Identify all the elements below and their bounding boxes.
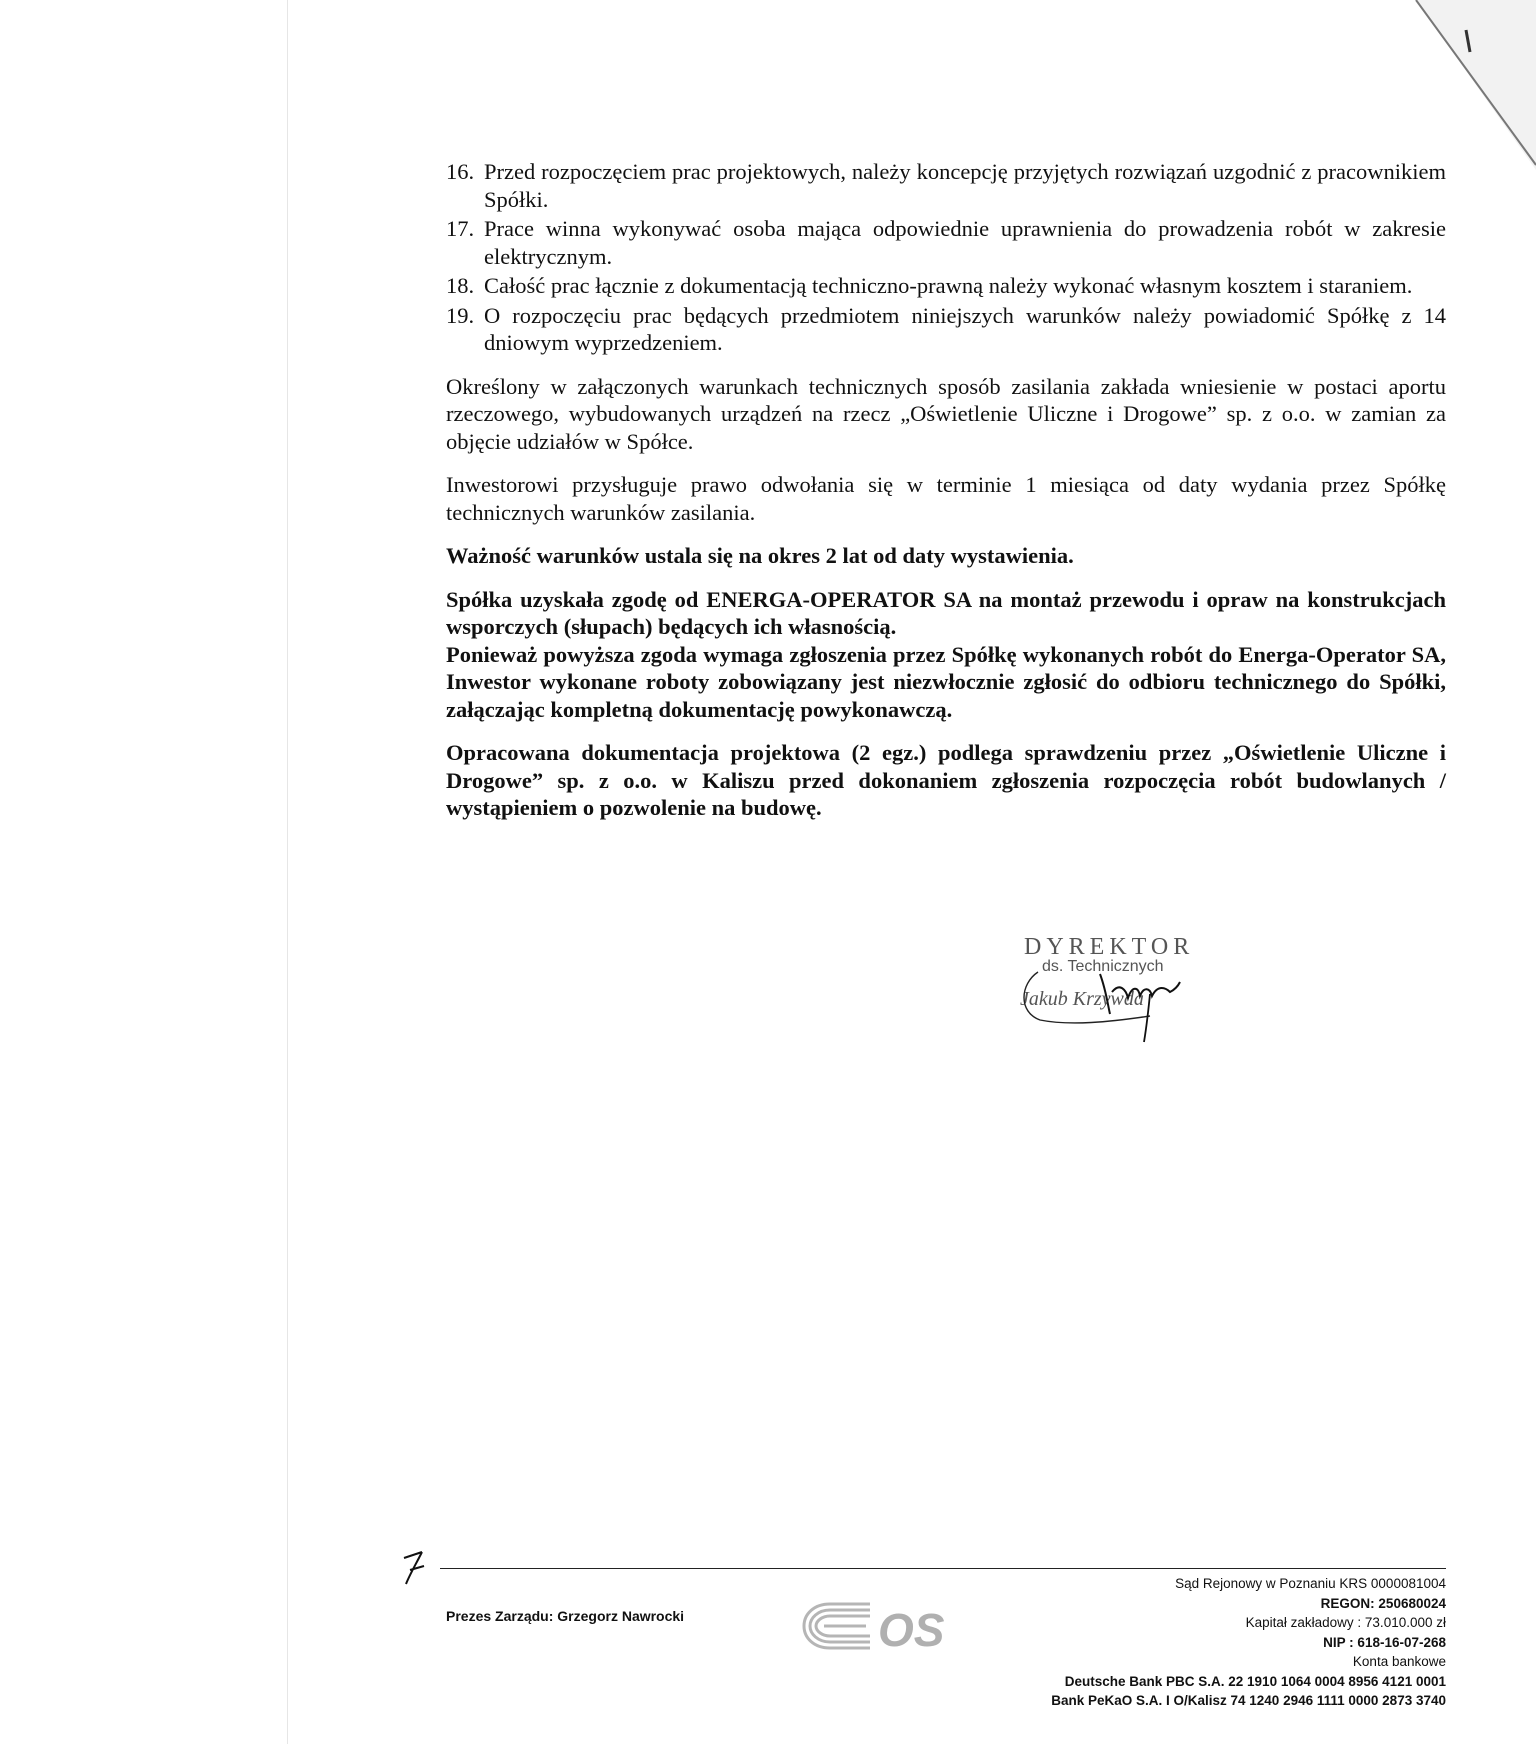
list-item-text: Prace winna wykonywać osoba mająca odpowiednie uprawnienia do prowadzenia robót w zakresie elektrycznym. bbox=[484, 216, 1446, 269]
design-review-paragraph: Opracowana dokumentacja projektowa (2 egz.) podlega sprawdzeniu przez „Oświetlenie Uliczne i Drogowe” sp. z o.o. w Kaliszu przed dokonaniem zgłoszenia rozpoczęcia robót budowlanych / wystąpieniem o pozwolenie na budowę. bbox=[446, 740, 1446, 820]
appeal-paragraph: Inwestorowi przysługuje prawo odwołania się w terminie 1 miesiąca od daty wydania przez Spółkę technicznych warunków zasilania. bbox=[446, 472, 1446, 525]
stamp-department: ds. Technicznych bbox=[1042, 958, 1164, 975]
stamp-name: Jakub Krzywda bbox=[1020, 988, 1144, 1010]
list-item-number: 19. bbox=[446, 302, 475, 328]
share-capital: Kapitał zakładowy : 73.010.000 zł bbox=[1245, 1615, 1446, 1630]
page-corner-fold bbox=[1396, 0, 1536, 170]
conditions-list bbox=[446, 158, 1446, 357]
list-item bbox=[446, 302, 1446, 357]
supply-method-paragraph: Określony w załączonych warunkach technicznych sposób zasilania zakłada wniesienie w postaci aportu rzeczowego, wybudowanych urządzeń na rzecz „Oświetlenie Uliczne i Drogowe” sp. z o.o. w zamian za objęcie udziałów w Spółce. bbox=[446, 373, 1446, 454]
board-president: Prezes Zarządu: Grzegorz Nawrocki bbox=[446, 1608, 685, 1624]
bank-accounts-label: Konta bankowe bbox=[1352, 1654, 1446, 1669]
list-item-number: 17. bbox=[446, 216, 475, 241]
list-item bbox=[446, 272, 1446, 300]
list-item-number: 18. bbox=[446, 273, 475, 298]
regon-number: REGON: 250680024 bbox=[1320, 1595, 1446, 1611]
page-mark-glyph bbox=[400, 1548, 440, 1588]
court-registration: Sąd Rejonowy w Poznaniu KRS 0000081004 bbox=[1175, 1576, 1446, 1591]
document-body bbox=[446, 158, 1446, 822]
nip-number: NIP : 618-16-07-268 bbox=[1323, 1634, 1446, 1650]
stamp-title: DYREKTOR bbox=[1024, 934, 1195, 960]
list-item bbox=[446, 158, 1446, 213]
notification-paragraph: Ponieważ powyższa zgoda wymaga zgłoszenia przez Spółkę wykonanych robót do Energa-Operator SA, Inwestor wykonane roboty zobowiązany jest niezwłocznie zgłosić do odbioru technicznego do Spółki, załączając kompletną dokumentację powykonawczą. bbox=[446, 641, 1446, 722]
list-item-number: 16. bbox=[446, 159, 475, 184]
validity-paragraph: Ważność warunków ustala się na okres 2 lat od daty wystawienia. bbox=[446, 543, 1074, 568]
signature-stamp bbox=[1010, 934, 1210, 1044]
svg-text:OS: OS bbox=[878, 1604, 945, 1656]
company-logo-icon bbox=[800, 1596, 970, 1656]
consent-paragraph: Spółka uzyskała zgodę od ENERGA-OPERATOR SA na montaż przewodu i opraw na konstrukcjach wsporczych (słupach) będących ich własnością. bbox=[446, 586, 1446, 639]
footer-divider bbox=[440, 1568, 1446, 1569]
scan-edge bbox=[287, 0, 288, 1744]
bank-account-2: Bank PeKaO S.A. I O/Kalisz 74 1240 2946 1111 0000 2873 3740 bbox=[1051, 1693, 1446, 1708]
list-item bbox=[446, 215, 1446, 270]
list-item-text: Całość prac łącznie z dokumentacją techniczno-prawną należy wykonać własnym kosztem i staraniem. bbox=[484, 273, 1413, 298]
bank-account-1: Deutsche Bank PBC S.A. 22 1910 1064 0004 8956 4121 0001 bbox=[1064, 1673, 1446, 1689]
list-item-text: Przed rozpoczęciem prac projektowych, należy koncepcję przyjętych rozwiązań uzgodnić z pracownikiem Spółki. bbox=[484, 159, 1446, 212]
handwritten-signature bbox=[1010, 934, 1210, 1044]
list-item-text: O rozpoczęciu prac będących przedmiotem niniejszych warunków należy powiadomić Spółkę z 14 dniowym wyprzedzeniem. bbox=[484, 302, 1446, 355]
company-registration-block bbox=[1051, 1574, 1446, 1711]
